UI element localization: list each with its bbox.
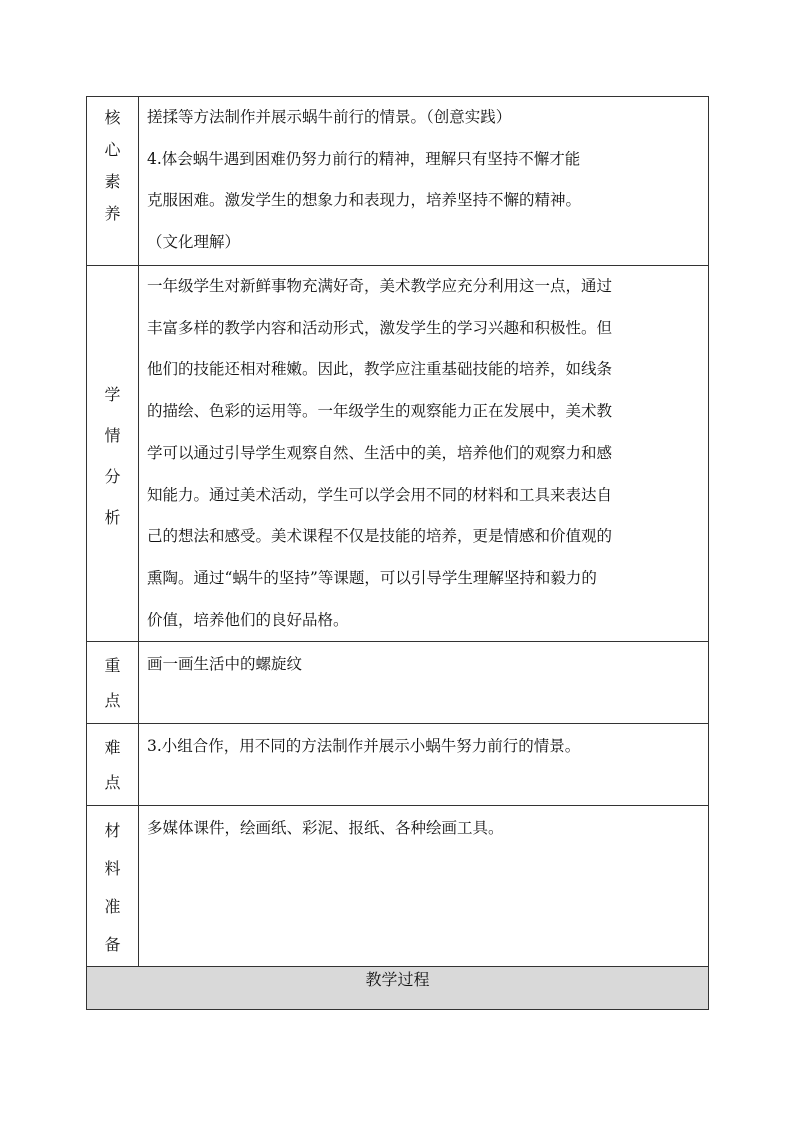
student-analysis-content — [139, 266, 709, 642]
key-point-text: 画一画生活中的螺旋纹 — [147, 655, 303, 674]
label-char: 析 — [104, 508, 121, 527]
label-char: 素 — [104, 172, 121, 191]
core-literacy-label — [87, 97, 138, 230]
text-line: 搓揉等方法制作并展示蜗牛前行的情景。（创意实践） — [147, 108, 512, 126]
label-char: 料 — [104, 859, 121, 879]
row-teaching-process — [87, 967, 709, 1010]
label-char: 学 — [104, 385, 121, 404]
key-point-content — [139, 642, 709, 724]
core-literacy-text — [139, 97, 708, 264]
label-char: 核 — [104, 108, 121, 127]
text-line: 丰富多样的教学内容和活动形式，激发学生的学习兴趣和积极性。但 — [147, 318, 613, 337]
label-char: 难 — [104, 738, 121, 758]
label-char: 点 — [104, 773, 121, 793]
row-materials — [87, 806, 709, 967]
text-line: 熏陶。通过“蜗牛的坚持”等课题，可以引导学生理解坚持和毅力的 — [147, 568, 597, 587]
label-char: 情 — [104, 426, 121, 445]
text-line: 一年级学生对新鲜事物充满好奇，美术教学应充分利用这一点，通过 — [147, 277, 613, 295]
label-char: 材 — [104, 821, 121, 841]
text-line: （文化理解） — [147, 233, 241, 252]
row-difficulty — [87, 724, 709, 806]
key-point-label-cell — [87, 642, 139, 724]
text-line: 价值，培养他们的良好品格。 — [147, 610, 349, 629]
row-student-analysis — [87, 266, 709, 642]
text-line: 4.体会蜗牛遇到困难仍努力前行的精神，理解只有坚持不懈才能 — [147, 149, 581, 168]
text-line: 己的想法和感受。美术课程不仅是技能的培养，更是情感和价值观的 — [147, 527, 613, 546]
materials-label — [87, 806, 138, 964]
difficulty-label — [87, 724, 138, 800]
student-analysis-text — [139, 266, 708, 641]
text-line: 学可以通过引导学生观察自然、生活中的美，培养他们的观察力和感 — [147, 443, 613, 462]
difficulty-label-cell — [87, 724, 139, 806]
label-char: 重 — [104, 656, 121, 676]
student-analysis-label — [87, 266, 138, 538]
teaching-process-header: 教学过程 — [87, 967, 709, 1010]
text-line: 克服困难。激发学生的想象力和表现力，培养坚持不懈的精神。 — [147, 191, 582, 210]
label-char: 点 — [104, 691, 121, 711]
core-literacy-label-cell — [87, 97, 139, 266]
materials-label-cell — [87, 806, 139, 967]
label-char: 心 — [104, 140, 121, 159]
label-char: 备 — [104, 935, 121, 955]
difficulty-content — [139, 724, 709, 806]
lesson-plan-table — [86, 96, 709, 1010]
label-char: 分 — [104, 467, 121, 486]
core-literacy-content — [139, 97, 709, 266]
key-point-label — [87, 642, 138, 718]
lesson-plan-sheet — [86, 96, 708, 1010]
text-line: 知能力。通过美术活动，学生可以学会用不同的材料和工具来表达自 — [147, 485, 613, 504]
row-key-point — [87, 642, 709, 724]
text-line: 的描绘、色彩的运用等。一年级学生的观察能力正在发展中，美术教 — [147, 402, 613, 421]
row-core-literacy — [87, 97, 709, 266]
difficulty-text: 3.小组合作，用不同的方法制作并展示小蜗牛努力前行的情景。 — [147, 737, 581, 756]
label-char: 养 — [104, 204, 121, 223]
materials-text: 多媒体课件，绘画纸、彩泥、报纸、各种绘画工具。 — [147, 819, 504, 838]
materials-content — [139, 806, 709, 967]
student-analysis-label-cell — [87, 266, 139, 642]
text-line: 他们的技能还相对稚嫩。因此，教学应注重基础技能的培养，如线条 — [147, 360, 613, 379]
label-char: 准 — [104, 897, 121, 917]
